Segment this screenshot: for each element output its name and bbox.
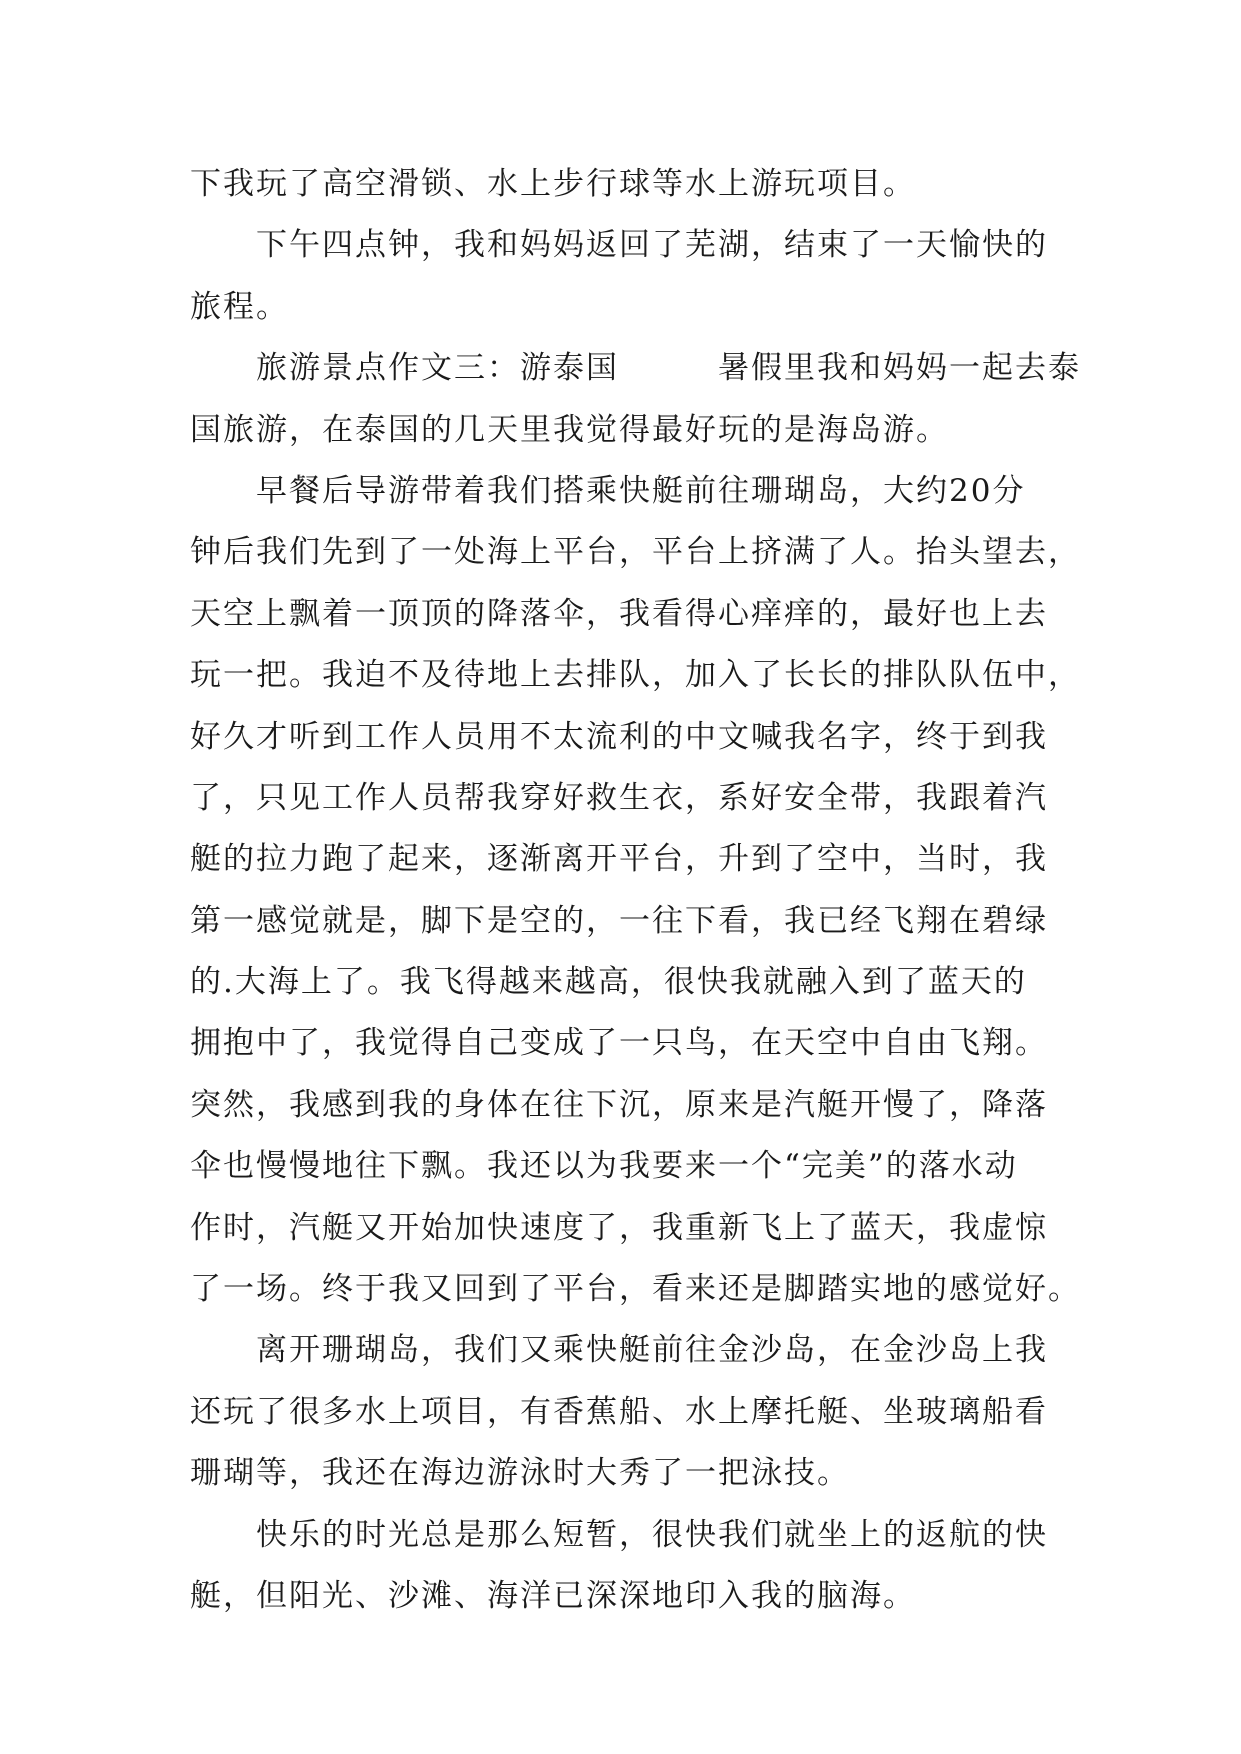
- text-line: 伞也慢慢地往下飘。我还以为我要来一个“完美”的落水动: [190, 1148, 1018, 1185]
- text-line: 旅游景点作文三：游泰国 暑假里我和妈妈一起去泰: [190, 350, 1081, 387]
- text-line: 离开珊瑚岛，我们又乘快艇前往金沙岛，在金沙岛上我: [190, 1332, 1048, 1369]
- text-line: 突然，我感到我的身体在往下沉，原来是汽艇开慢了，降落: [190, 1086, 1048, 1123]
- body-text: [190, 154, 1081, 1627]
- text-line: 第一感觉就是，脚下是空的，一往下看，我已经飞翔在碧绿: [190, 902, 1048, 939]
- text-line: 了，只见工作人员帮我穿好救生衣，系好安全带，我跟着汽: [190, 779, 1048, 816]
- text-line: 拥抱中了，我觉得自己变成了一只鸟，在天空中自由飞翔。: [190, 1025, 1048, 1062]
- text-line: 钟后我们先到了一处海上平台，平台上挤满了人。抬头望去，: [190, 534, 1081, 571]
- text-line: 下午四点钟，我和妈妈返回了芜湖，结束了一天愉快的: [190, 227, 1048, 264]
- text-line: 珊瑚等，我还在海边游泳时大秀了一把泳技。: [190, 1455, 850, 1492]
- text-line: 早餐后导游带着我们搭乘快艇前往珊瑚岛，大约20分: [190, 472, 1026, 509]
- text-line: 好久才听到工作人员用不太流利的中文喊我名字，终于到我: [190, 718, 1048, 755]
- text-line: 艇，但阳光、沙滩、海洋已深深地印入我的脑海。: [190, 1577, 916, 1614]
- text-line: 国旅游，在泰国的几天里我觉得最好玩的是海岛游。: [190, 411, 949, 448]
- text-line: 的.大海上了。我飞得越来越高，很快我就融入到了蓝天的: [190, 964, 1027, 1001]
- text-line: 天空上飘着一顶顶的降落伞，我看得心痒痒的，最好也上去: [190, 595, 1048, 632]
- text-line: 玩一把。我迫不及待地上去排队，加入了长长的排队队伍中，: [190, 657, 1081, 694]
- text-line: 旅程。: [190, 288, 289, 325]
- text-line: 作时，汽艇又开始加快速度了，我重新飞上了蓝天，我虚惊: [190, 1209, 1048, 1246]
- text-line: 下我玩了高空滑锁、水上步行球等水上游玩项目。: [190, 166, 916, 202]
- text-line: 了一场。终于我又回到了平台，看来还是脚踏实地的感觉好。: [190, 1271, 1081, 1308]
- text-line: 艇的拉力跑了起来，逐渐离开平台，升到了空中，当时，我: [190, 841, 1048, 878]
- text-line: 还玩了很多水上项目，有香蕉船、水上摩托艇、坐玻璃船看: [190, 1393, 1048, 1430]
- text-line: 快乐的时光总是那么短暂，很快我们就坐上的返航的快: [190, 1516, 1048, 1553]
